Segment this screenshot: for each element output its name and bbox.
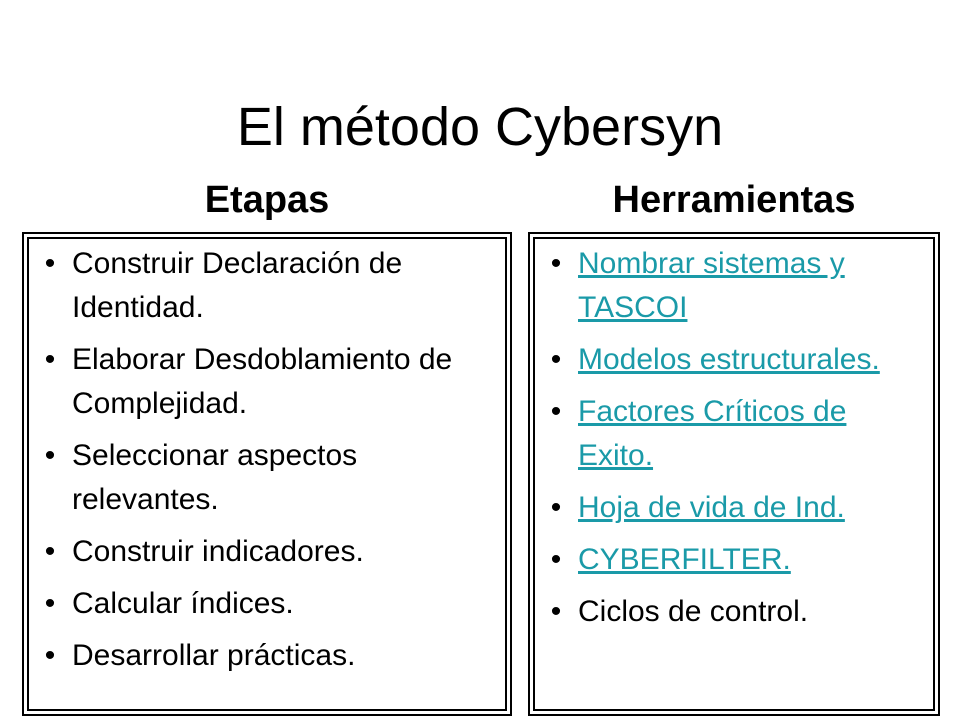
list-item bbox=[24, 338, 510, 426]
list-item bbox=[530, 242, 938, 330]
link-factores-criticos[interactable]: Factores Críticos de Exito. bbox=[578, 395, 847, 472]
list-item-text: Construir indicadores. bbox=[72, 535, 364, 568]
list-item-text: Desarrollar prácticas. bbox=[72, 639, 356, 672]
bullet-icon: • bbox=[44, 439, 56, 472]
list-item-text: Seleccionar aspectos relevantes. bbox=[72, 439, 358, 516]
bullet-icon: • bbox=[550, 247, 562, 280]
list-item bbox=[24, 634, 510, 678]
bullet-icon: • bbox=[44, 639, 56, 672]
bullet-icon: • bbox=[550, 395, 562, 428]
bullet-icon: • bbox=[550, 595, 562, 628]
link-hoja-de-vida[interactable]: Hoja de vida de Ind. bbox=[578, 491, 845, 524]
list-item bbox=[24, 530, 510, 574]
etapas-heading: Etapas bbox=[204, 179, 330, 221]
herramientas-panel bbox=[528, 232, 940, 716]
list-item bbox=[530, 390, 938, 478]
link-cyberfilter[interactable]: CYBERFILTER. bbox=[578, 543, 791, 576]
herramientas-list bbox=[530, 242, 938, 642]
bullet-icon: • bbox=[550, 543, 562, 576]
list-item bbox=[530, 590, 938, 634]
bullet-icon: • bbox=[550, 343, 562, 376]
list-item bbox=[24, 582, 510, 626]
bullet-icon: • bbox=[44, 247, 56, 280]
list-item-text: Elaborar Desdoblamiento de Complejidad. bbox=[72, 343, 453, 420]
list-item-text: Calcular índices. bbox=[72, 587, 294, 620]
slide-title: El método Cybersyn bbox=[236, 97, 724, 158]
list-item bbox=[24, 434, 510, 522]
list-item-text: Construir Declaración de Identidad. bbox=[72, 247, 403, 324]
etapas-panel bbox=[22, 232, 512, 716]
list-item bbox=[530, 538, 938, 582]
bullet-icon: • bbox=[550, 491, 562, 524]
bullet-icon: • bbox=[44, 343, 56, 376]
bullet-icon: • bbox=[44, 587, 56, 620]
bullet-icon: • bbox=[44, 535, 56, 568]
herramientas-heading: Herramientas bbox=[612, 179, 856, 221]
list-item-text: Ciclos de control. bbox=[578, 595, 809, 628]
link-modelos-estructurales[interactable]: Modelos estructurales. bbox=[578, 343, 880, 376]
list-item bbox=[530, 338, 938, 382]
link-nombrar-sistemas[interactable]: Nombrar sistemas y TASCOI bbox=[578, 247, 845, 324]
list-item bbox=[24, 242, 510, 330]
etapas-list bbox=[24, 242, 510, 686]
list-item bbox=[530, 486, 938, 530]
